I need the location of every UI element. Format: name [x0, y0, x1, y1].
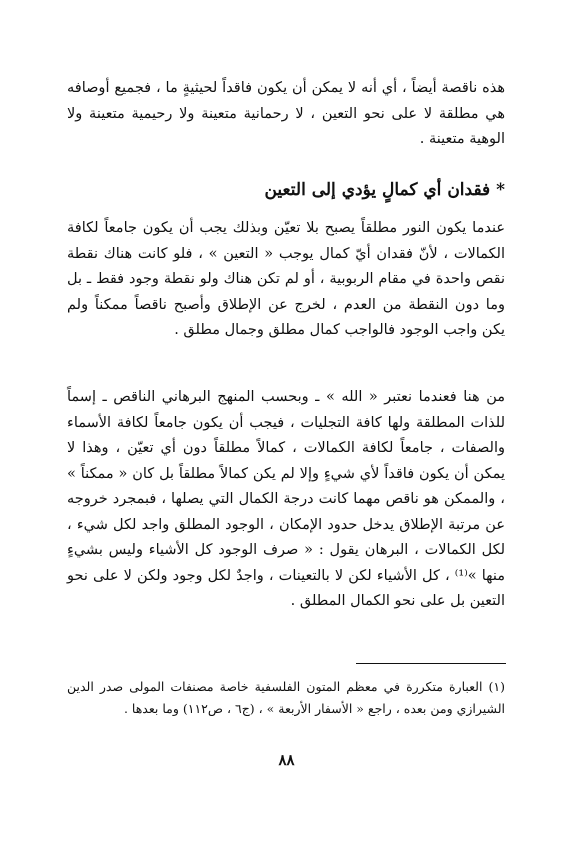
footnote-divider [356, 663, 506, 664]
footnote: (١) العبارة متكررة في معظم المتون الفلسفية خاصة مصنفات المولى صدر الدين الشيرازي ومن بعده ، راجع « الأسفار الأربعة » ، (ج٦ ، ص١١٢) وما بعدها . [67, 679, 505, 716]
paragraph-1: هذه ناقصة أيضاً ، أي أنه لا يمكن أن يكون فاقداً لحيثيةٍ ما ، فجميع أوصافه هي مطلقة لا على نحو التعين ، لا رحمانية متعينة ولا رحيمية متعينة ولا الوهية متعينة . [67, 80, 505, 147]
page-number: ٨٨ [278, 751, 295, 769]
paragraph-3: من هنا فعندما نعتبر « الله » ـ وبحسب المنهج البرهاني الناقص ـ إسماً للذات المطلقة ولها كافة التجليات ، فيجب أن يكون جامعاً لكافة الأسماء والصفات ، جامعاً لكافة الكمالات ، كمالاً مطلقاً دون أي تعيّن ، وهذا لا يمكن أن يكون فاقداً لأي شيءٍ وإلا لم يكن كمالاً مطلقاً بل كان « ممكناً » ، والممكن هو ناقص مهما كانت درجة الكمال التي يصلها ، فبمجرد خروجه عن مرتبة الإطلاق يدخل حدود الإمكان ، الوجود المطلق واجد لكل شيء ، لكل الكمالات ، البرهان يقول : « صرف الوجود كل الأشياء وليس بشيءٍ منها »⁽¹⁾ ، كل الأشياء لكن لا بالتعينات ، واجدٌ لكل وجود ولكن لا على نحو التعين بل على نحو الكمال المطلق . [67, 389, 505, 609]
section-heading: * فقدان أي كمالٍ يؤدي إلى التعين [264, 180, 505, 200]
paragraph-2: عندما يكون النور مطلقاً يصبح بلا تعيّن وبذلك يجب أن يكون جامعاً لكافة الكمالات ، لأنّ فقدان أيّ كمال يوجب « التعين » ، فلو كانت هناك نقطة نقص واحدة في مقام الربوبية ، أو لم تكن هناك ولو نقطة وجود فقط ـ بل وما دون النقطة من العدم ، لخرج عن الإطلاق وأصبح ناقصاً ممكناً ولم يكن واجب الوجود فالواجب كمال مطلق وجمال مطلق . [67, 220, 505, 338]
